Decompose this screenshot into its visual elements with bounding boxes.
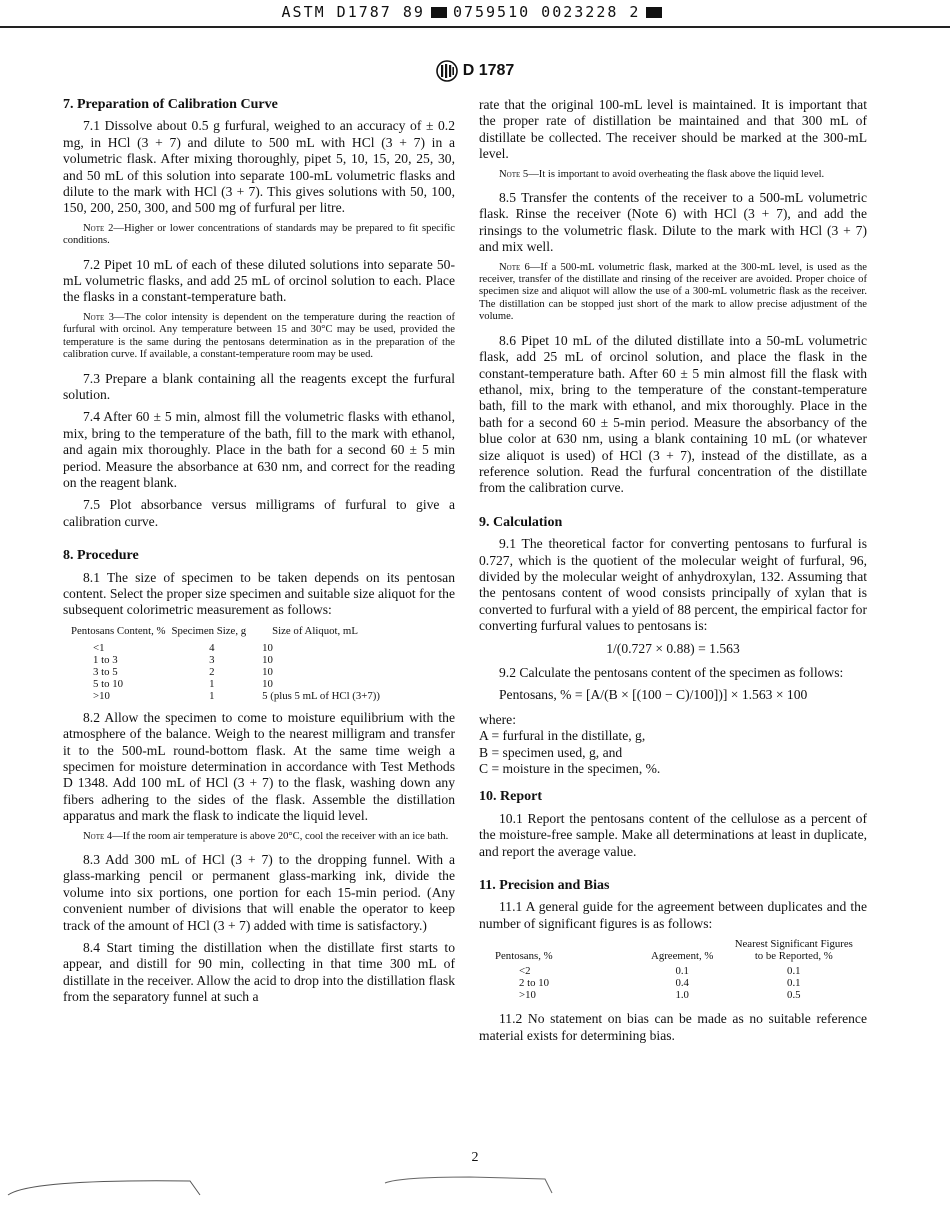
table-cell: 1.0: [675, 989, 689, 1002]
table-cell: 0.1: [675, 965, 689, 978]
table-cell: 0.1: [787, 965, 801, 978]
table-header-cell: Nearest Significant Figures to be Reported, %: [734, 938, 853, 963]
note-3-label: Note 3: [83, 311, 114, 323]
table-row: [71, 654, 380, 666]
where-label: where:: [479, 711, 516, 727]
table-header-row: [71, 625, 380, 642]
pentosans-equation: Pentosans, % = [A/(B × [(100 − C)/100])] × 1.563 × 100: [499, 687, 808, 703]
table-row: [71, 642, 380, 654]
table-row: [495, 989, 855, 1001]
note-5: [479, 169, 867, 181]
table-cell: 1: [209, 689, 215, 702]
section-7-heading: 7. Preparation of Calibration Curve: [63, 97, 278, 112]
table-cell: 0.4: [675, 977, 689, 990]
table-cell: 2 to 10: [519, 977, 549, 990]
section-10-heading: 10. Report: [479, 789, 542, 805]
table-cell: 0.1: [787, 977, 801, 990]
table-cell: 4: [209, 641, 215, 654]
note-2-label: Note 2: [83, 222, 114, 234]
table-cell: >10: [93, 689, 110, 702]
note-6-label: Note 6: [499, 261, 530, 273]
note-4-text: —If the room air temperature is above 20°C, cool the receiver with an ice bath.: [112, 830, 449, 842]
para-8-4: 8.4 Start timing the distillation when the distillate first starts to appear, and distill for 90 min, collecting in that time 300 mL of distillate in the receiver. Allow the acid to drop into the distillation flask from the separatory funnel at such a: [63, 940, 455, 1005]
stamp-text-2: 0759510 0023228 2: [452, 3, 641, 21]
designation-number: D 1787: [462, 62, 515, 80]
table-header-cell: Size of Aliquot, mL: [272, 624, 358, 637]
table-row: [71, 678, 380, 690]
para-10-1: 10.1 Report the pentosans content of the cellulose as a percent of the moisture-free sample. Make all determinations at least in duplicate, and report the average value.: [479, 810, 867, 859]
left-column: [63, 97, 455, 1012]
table-cell: 10: [262, 677, 273, 690]
table-cell: 5 to 10: [93, 677, 123, 690]
para-7-3: 7.3 Prepare a blank containing all the reagents except the furfural solution.: [63, 370, 455, 402]
scan-artifact-lines: [0, 1165, 950, 1205]
note-5-text: —It is important to avoid overheating the flask above the liquid level.: [528, 168, 825, 180]
para-8-6: 8.6 Pipet 10 mL of the diluted distillate into a 50-mL volumetric flask, add 25 mL of orcinol solution, and place the flask in the constant-temperature bath. After 60 ± 5 min almost fill the flask with ethanol, mix, bring to the temperature of the constant-temperature bath, fill to the mark with ethanol, and mix thoroughly. Place in the bath for a second 60 ± 5-min period. Measure the absorbancy of the blue color at 630 nm, using a blank containing 10 mL (or whatever size aliquot is used) of HCl (3 + 7), instead of the distillate, as a reference solution. Read the furfural concentration of the distillate from the calibration curve.: [479, 332, 867, 496]
para-8-1: 8.1 The size of specimen to be taken depends on its pentosan content. Select the proper size specimen and suitable size aliquot for the subsequent colorimetric measurement as follows:: [63, 569, 455, 618]
para-7-4: 7.4 After 60 ± 5 min, almost fill the volumetric flasks with ethanol, mix, bring to the temperature of the bath, fill to the mark with ethanol, and again mix thoroughly. Place in the bath for a second 60 ± 5 min period. Measure the absorbance at 630 nm, and correct for the reading on the reagent blank.: [63, 409, 455, 490]
table-row: [495, 965, 855, 977]
table-row: [71, 666, 380, 678]
table-cell: 5 (plus 5 mL of HCl (3+7)): [262, 689, 380, 702]
table-header-cell: Agreement, %: [651, 950, 714, 963]
stamp-block-1: [431, 7, 447, 18]
table-cell: 10: [262, 653, 273, 666]
variable-definition: A = furfural in the distillate, g,: [479, 728, 646, 744]
table-cell: >10: [519, 989, 536, 1002]
table-header-cell: Pentosans, %: [495, 950, 553, 963]
note-2-text: —Higher or lower concentrations of standards may be prepared to fit specific conditions.: [63, 222, 455, 247]
table-cell: 0.5: [787, 989, 801, 1002]
variable-definition: B = specimen used, g, and: [479, 744, 623, 760]
table-cell: <1: [93, 641, 105, 654]
note-5-label: Note 5: [499, 168, 529, 180]
astm-logo-icon: [436, 60, 458, 82]
section-9-heading: 9. Calculation: [479, 514, 563, 530]
note-3-text: —The color intensity is dependent on the temperature during the reaction of furfural with orcinol. Any temperature between 15 and 30°C may be used, provided the temperature is the same during the pentosans determination as in the preparation of the calibration curve. If available, a constant-temperature room may be used.: [63, 311, 456, 361]
para-9-1: 9.1 The theoretical factor for converting pentosans to furfural is 0.727, which is the quotient of the molecular weight of furfural, 96, divided by the molecular weight of anhydroxylan, 132. Assuming that the pentosans content of wood consists principally of xylan that is converted to furfural with a yield of 88 percent, the empirical factor for converting furfural values to pentosans is:: [479, 536, 867, 634]
table-header-cell: Specimen Size, g: [171, 624, 247, 637]
para-11-1: 11.1 A general guide for the agreement between duplicates and the number of significant figures is as follows:: [479, 899, 867, 931]
note-2: [63, 223, 455, 248]
designation-header: [0, 60, 950, 82]
table-cell: 2: [209, 665, 215, 678]
page-number: 2: [471, 1150, 479, 1165]
para-8-4-continued: rate that the original 100-mL level is maintained. It is important that the proper rate of distillation be maintained and that 300 mL of distillate be collected. The receiver should be marked at the 300-mL level.: [479, 97, 867, 162]
para-8-3: 8.3 Add 300 mL of HCl (3 + 7) to the dropping funnel. With a glass-marking pencil or permanent glass-marking ink, divide the volume into six portions, one portion for each 15-min period. (Any convenient number of divisions that will enable the operator to keep track of the amount of HCl (3 + 7) added with time is satisfactory.): [63, 852, 455, 933]
table-cell: 10: [262, 641, 273, 654]
table-row: [495, 977, 855, 989]
para-8-5: 8.5 Transfer the contents of the receiver to a 500-mL volumetric flask. Rinse the receiver (Note 6) with HCl (3 + 7), and add the rinsings to the volumetric flask. Dilute to the mark with HCl (3 + 7) and mix well.: [479, 190, 867, 255]
table-cell: 1: [209, 677, 215, 690]
table-cell: 1 to 3: [93, 653, 118, 666]
table-header-row: [495, 938, 855, 965]
para-7-1: 7.1 Dissolve about 0.5 g furfural, weighed to an accuracy of ± 0.2 mg, in HCl (3 + 7) and dilute to 500 mL with HCl (3 + 7) in a volumetric flask. After mixing thoroughly, pipet 5, 10, 15, 20, 25, 30, and 50 mL of this solution into separate 100-mL volumetric flasks and dilute to the mark with HCl (3 + 7). This gives solutions with 50, 100, 150, 200, 250, 300, and 500 mg of furfural per litre.: [63, 118, 455, 216]
document-stamp-bar: [0, 0, 950, 28]
right-column: [479, 97, 867, 1050]
table-cell: 3: [209, 653, 215, 666]
table-cell: 10: [262, 665, 273, 678]
section-11-heading: 11. Precision and Bias: [479, 878, 610, 894]
para-7-5: 7.5 Plot absorbance versus milligrams of furfural to give a calibration curve.: [63, 497, 455, 529]
note-4-label: Note 4: [83, 830, 113, 842]
table-cell: <2: [519, 965, 531, 978]
table-row: [71, 690, 380, 702]
section-8-heading: 8. Procedure: [63, 548, 139, 564]
stamp-text-1: ASTM D1787 89: [281, 3, 425, 21]
precision-table: [495, 938, 855, 1001]
note-6: [479, 262, 867, 324]
note-4: [63, 831, 455, 843]
para-8-2: 8.2 Allow the specimen to come to moisture equilibrium with the atmosphere of the balance. Weigh to the nearest milligram and transfer it to the 500-mL round-bottom flask. At the same time weigh a specimen for moisture determination in accordance with Test Methods D 1348. Add 100 mL of HCl (3 + 7) to the flask, washing down any fibers adhering to the sides of the flask. Assemble the distillation apparatus and mark the flask to indicate the liquid level.: [63, 709, 455, 824]
note-3: [63, 312, 455, 362]
table-header-cell: Pentosans Content, %: [71, 624, 166, 637]
stamp-block-2: [646, 7, 662, 18]
variable-definition: C = moisture in the specimen, %.: [479, 761, 661, 777]
empirical-factor-equation: 1/(0.727 × 0.88) = 1.563: [606, 640, 740, 656]
para-9-2: 9.2 Calculate the pentosans content of the specimen as follows:: [499, 665, 844, 680]
specimen-size-table: [71, 625, 380, 702]
note-6-text: —If a 500-mL volumetric flask, marked at the 300-mL level, is used as the receiver, transfer of the distillate and rinsing of the receiver are avoided. Proper choice of specimen size and aliquot will allow the use of a 300-mL volumetric flask as the receiver. The distillation can be stopped just short of the mark to allow precise adjustment of the volume.: [479, 261, 867, 323]
para-7-2: 7.2 Pipet 10 mL of each of these diluted solutions into separate 50-mL volumetric flasks, and add 25 mL of orcinol solution to each. Place the flasks in a constant-temperature bath.: [63, 256, 455, 305]
para-11-2: 11.2 No statement on bias can be made as no suitable reference material exists for determining bias.: [479, 1011, 867, 1043]
table-cell: 3 to 5: [93, 665, 118, 678]
